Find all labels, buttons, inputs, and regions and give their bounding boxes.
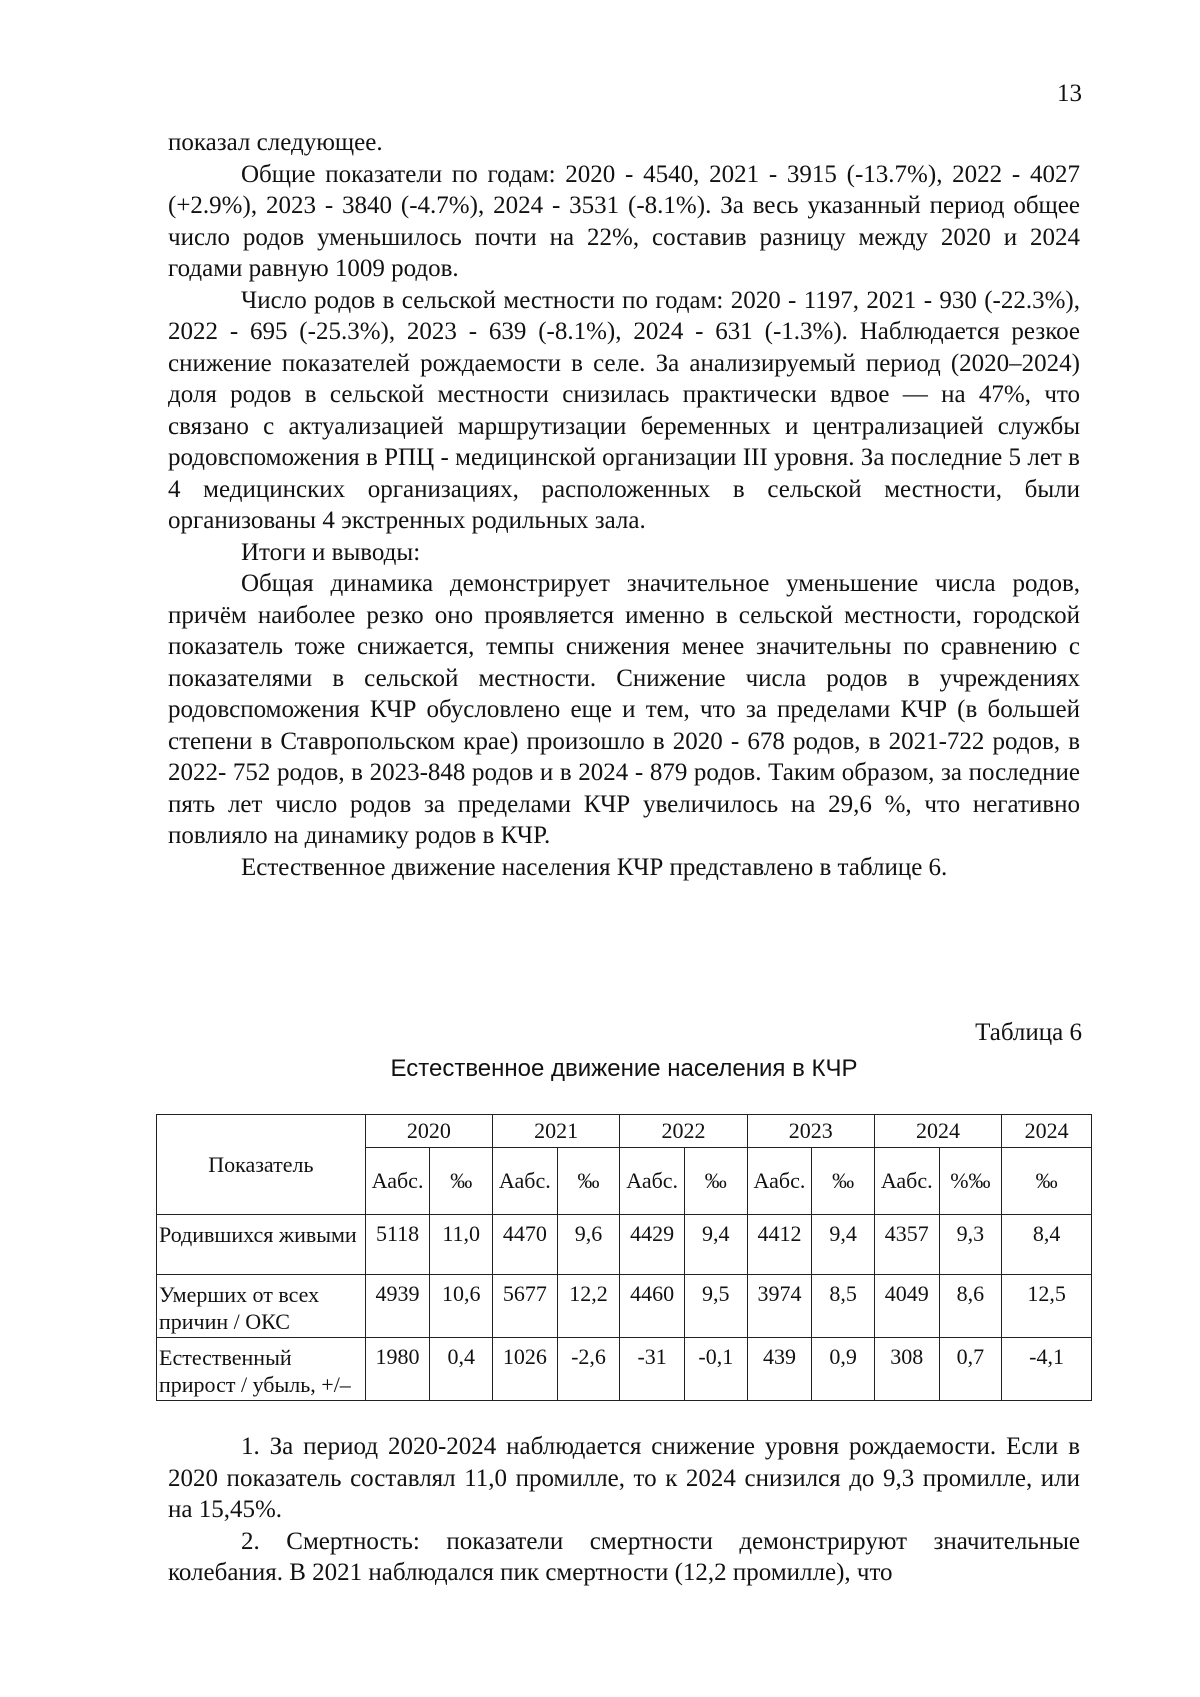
paragraph-rural-births: Число родов в сельской местности по годам: 2020 - 1197, 2021 - 930 (-22.3%), 2022 - 695 (-25.3%), 2023 - 639 (-8.1%), 2024 - 631 (-1.3%). Наблюдается резкое снижение показателей рождаемости в селе. За анализируемый период (2020–2024) доля родов в сельской местности снизилась практически вдвое — на 47%, что связано с актуализацией маршрутизации беременных и централизацией службы родовспоможения в РПЦ - медицинской организации III уровня. За последние 5 лет в 4 медицинских организациях, расположенных в сельской местности, были организованы 4 экстренных родильных зала.	[168, 286, 1080, 534]
table-cell: 8,4	[1002, 1215, 1092, 1275]
table-cell: 5677	[493, 1275, 558, 1338]
row-label: Родившихся живыми	[157, 1215, 366, 1275]
table-cell: 4049	[874, 1275, 939, 1338]
conclusion-item: 1. За период 2020-2024 наблюдается снижение уровня рождаемости. Если в 2020 показатель составлял 11,0 промилле, то к 2024 снизился до 9,3 промилле, или на 15,45%.	[168, 1433, 1080, 1523]
table-cell: 10,6	[430, 1275, 493, 1338]
table-label: Таблица 6	[975, 1019, 1082, 1046]
unit-header: ‰	[557, 1148, 620, 1215]
unit-header: %‰	[939, 1148, 1002, 1215]
table-cell: -2,6	[557, 1338, 620, 1401]
paragraph-total-births: Общие показатели по годам: 2020 - 4540, 2021 - 3915 (-13.7%), 2022 - 4027 (+2.9%), 2023 - 3840 (-4.7%), 2024 - 3531 (-8.1%). За весь указанный период общее число родов уменьшилось почти на 22%, составив разницу между 2020 и 2024 годами равную 1009 родов.	[168, 160, 1080, 282]
table-cell: 1026	[493, 1338, 558, 1401]
indicator-header: Показатель	[157, 1115, 366, 1215]
unit-header: ‰	[684, 1148, 747, 1215]
year-header-extra: 2024	[1002, 1115, 1092, 1148]
table-row	[157, 1275, 1092, 1338]
unit-header: ‰	[812, 1148, 875, 1215]
unit-header: Аабс.	[620, 1148, 685, 1215]
year-header: 2023	[747, 1115, 874, 1148]
table-cell: 0,7	[939, 1338, 1002, 1401]
table-cell: 4939	[365, 1275, 430, 1338]
table-cell: 11,0	[430, 1215, 493, 1275]
table-cell: -31	[620, 1338, 685, 1401]
table-cell: 12,2	[557, 1275, 620, 1338]
year-header: 2024	[874, 1115, 1001, 1148]
unit-header: Аабс.	[747, 1148, 812, 1215]
table-cell: 4470	[493, 1215, 558, 1275]
conclusion-item: 2. Смертность: показатели смертности демонстрируют значительные колебания. В 2021 наблюдался пик смертности (12,2 промилле), что	[168, 1527, 1080, 1586]
paragraph-continuation: показал следующее.	[168, 129, 383, 156]
table-cell: 1980	[365, 1338, 430, 1401]
body-text	[168, 127, 1080, 883]
table-cell: 4412	[747, 1215, 812, 1275]
unit-header: Аабс.	[493, 1148, 558, 1215]
unit-header: Аабс.	[874, 1148, 939, 1215]
year-header: 2021	[493, 1115, 620, 1148]
table-cell: 308	[874, 1338, 939, 1401]
table-cell: 8,6	[939, 1275, 1002, 1338]
paragraph-summary-heading: Итоги и выводы:	[241, 538, 421, 566]
table-cell: 9,5	[684, 1275, 747, 1338]
row-label: Умерших от всех причин / ОКС	[157, 1275, 366, 1338]
table-cell: 439	[747, 1338, 812, 1401]
table-cell: 4429	[620, 1215, 685, 1275]
paragraph-table-reference: Естественное движение населения КЧР представлено в таблице 6.	[241, 853, 948, 881]
table-cell: -0,1	[684, 1338, 747, 1401]
unit-header: ‰	[430, 1148, 493, 1215]
table-row	[157, 1215, 1092, 1275]
page-number: 13	[1057, 80, 1082, 107]
table-cell: -4,1	[1002, 1338, 1092, 1401]
table-cell: 3974	[747, 1275, 812, 1338]
table-header-years	[157, 1115, 1092, 1148]
table-cell: 5118	[365, 1215, 430, 1275]
conclusions-text	[168, 1431, 1080, 1589]
table-cell: 9,3	[939, 1215, 1002, 1275]
unit-header: Аабс.	[365, 1148, 430, 1215]
row-label: Естественный прирост / убыль, +/–	[157, 1338, 366, 1401]
population-table	[156, 1114, 1092, 1401]
table-cell: 12,5	[1002, 1275, 1092, 1338]
unit-header: ‰	[1002, 1148, 1092, 1215]
year-header: 2020	[365, 1115, 492, 1148]
table-cell: 9,6	[557, 1215, 620, 1275]
table-cell: 0,4	[430, 1338, 493, 1401]
table-cell: 9,4	[684, 1215, 747, 1275]
table-row	[157, 1338, 1092, 1401]
table-cell: 0,9	[812, 1338, 875, 1401]
table-cell: 8,5	[812, 1275, 875, 1338]
table-cell: 4357	[874, 1215, 939, 1275]
table-cell: 9,4	[812, 1215, 875, 1275]
table-title: Естественное движение населения в КЧР	[390, 1055, 858, 1082]
paragraph-dynamics: Общая динамика демонстрирует значительное уменьшение числа родов, причём наиболее резко оно проявляется именно в сельской местности, городской показатель тоже снижается, темпы снижения менее значительны по сравнению с показателями в сельской местности. Снижение числа родов в учреждениях родовспоможения КЧР обусловлено еще и тем, что за пределами КЧР (в большей степени в Ставропольском крае) произошло в 2020 - 678 родов, в 2021-722 родов, в 2022- 752 родов, в 2023-848 родов и в 2024 - 879 родов. Таким образом, за последние пять лет число родов за пределами КЧР увеличилось на 29,6 %, что негативно повлияло на динамику родов в КЧР.	[168, 570, 1080, 849]
year-header: 2022	[620, 1115, 747, 1148]
table-cell: 4460	[620, 1275, 685, 1338]
